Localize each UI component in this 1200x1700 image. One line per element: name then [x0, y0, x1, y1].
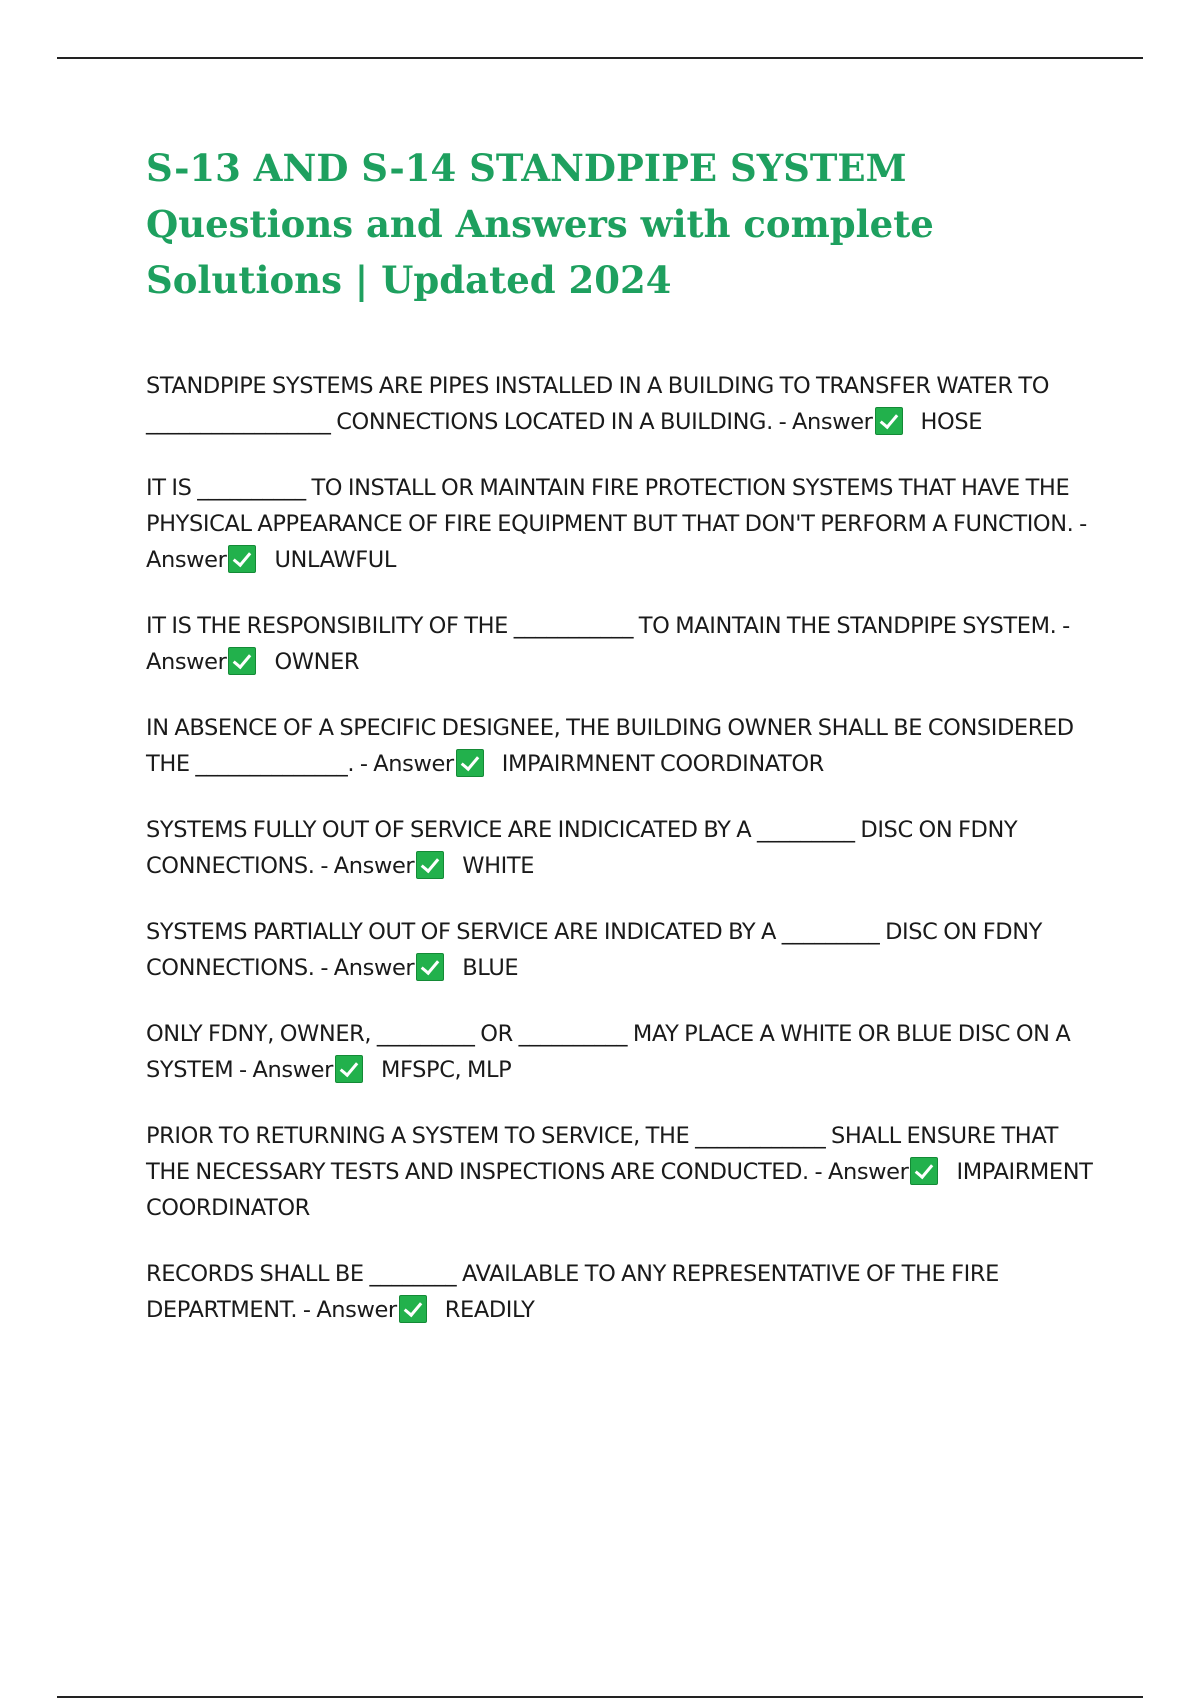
qa-item [146, 368, 1096, 440]
question-text: IT IS THE RESPONSIBILITY OF THE ___________ TO MAINTAIN THE STANDPIPE SYSTEM. - Answer [146, 613, 1070, 675]
qa-item [146, 1256, 1096, 1328]
check-mark-icon [399, 1295, 427, 1323]
question-text: SYSTEMS FULLY OUT OF SERVICE ARE INDICICATED BY A _________ DISC ON FDNY CONNECTIONS. - Answer [146, 817, 1018, 879]
question-text: PRIOR TO RETURNING A SYSTEM TO SERVICE, THE ____________ SHALL ENSURE THAT THE NECESSARY TESTS AND INSPECTIONS ARE CONDUCTED. - Answer [146, 1123, 1058, 1185]
question-text: RECORDS SHALL BE ________ AVAILABLE TO ANY REPRESENTATIVE OF THE FIRE DEPARTMENT. - Answer [146, 1261, 999, 1323]
check-mark-icon [910, 1157, 938, 1185]
check-mark-icon [416, 851, 444, 879]
answer-text: READILY [444, 1297, 535, 1323]
bottom-rule [57, 1696, 1143, 1698]
question-text: STANDPIPE SYSTEMS ARE PIPES INSTALLED IN A BUILDING TO TRANSFER WATER TO _________________ CONNECTIONS LOCATED IN A BUILDING. - Answer [146, 373, 1050, 435]
answer-text: HOSE [920, 409, 983, 435]
answer-text: IMPAIRMNENT COORDINATOR [501, 751, 824, 777]
qa-item [146, 812, 1096, 884]
qa-item [146, 470, 1096, 578]
qa-item [146, 1118, 1096, 1226]
answer-text: BLUE [462, 955, 519, 981]
question-text: IT IS __________ TO INSTALL OR MAINTAIN FIRE PROTECTION SYSTEMS THAT HAVE THE PHYSICAL APPEARANCE OF FIRE EQUIPMENT BUT THAT DON'T PERFORM A FUNCTION. - Answer [146, 475, 1087, 573]
answer-text: OWNER [274, 649, 360, 675]
document-title: S-13 AND S-14 STANDPIPE SYSTEM Questions and Answers with complete Solutions | Updated 2024 [146, 146, 934, 302]
answer-text: WHITE [462, 853, 535, 879]
check-mark-icon [228, 545, 256, 573]
answer-text: UNLAWFUL [274, 547, 396, 573]
qa-list [146, 368, 1096, 1328]
check-mark-icon [416, 953, 444, 981]
top-rule [57, 57, 1143, 59]
check-mark-icon [875, 407, 903, 435]
answer-text: MFSPC, MLP [380, 1057, 512, 1083]
answer-text: IMPAIRMENT COORDINATOR [146, 1159, 1093, 1221]
question-text: ONLY FDNY, OWNER, _________ OR __________ MAY PLACE A WHITE OR BLUE DISC ON A SYSTEM - Answer [146, 1021, 1071, 1083]
qa-item [146, 914, 1096, 986]
document-body [146, 140, 1096, 1358]
qa-item [146, 1016, 1096, 1088]
qa-item [146, 608, 1096, 680]
question-text: IN ABSENCE OF A SPECIFIC DESIGNEE, THE BUILDING OWNER SHALL BE CONSIDERED THE ______________. - Answer [146, 715, 1074, 777]
check-mark-icon [228, 647, 256, 675]
question-text: SYSTEMS PARTIALLY OUT OF SERVICE ARE INDICATED BY A _________ DISC ON FDNY CONNECTIONS. - Answer [146, 919, 1042, 981]
check-mark-icon [335, 1055, 363, 1083]
check-mark-icon [456, 749, 484, 777]
qa-item [146, 710, 1096, 782]
